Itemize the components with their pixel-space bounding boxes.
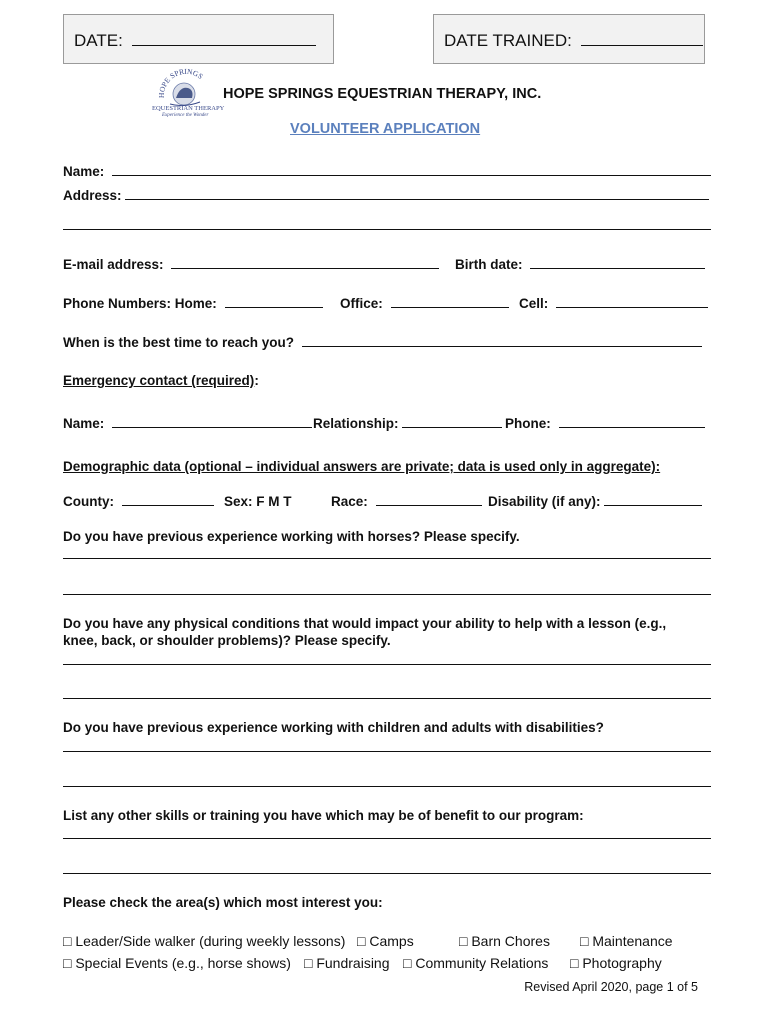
date-trained-field[interactable]: [581, 31, 703, 46]
footer-revision: Revised April 2020, page 1 of 5: [524, 980, 698, 994]
form-title: VOLUNTEER APPLICATION: [290, 121, 481, 137]
address-label: Address:: [63, 188, 122, 203]
address-line-2[interactable]: [63, 229, 711, 230]
skills-answer-line-1[interactable]: [63, 838, 711, 839]
cell-phone-label: Cell:: [519, 296, 549, 311]
logo-line1: EQUESTRIAN THERAPY: [152, 105, 225, 112]
name-label: Name:: [63, 164, 105, 179]
physical-question-line-1: Do you have any physical conditions that would impact your ability to help with a lesson (e.g.,: [63, 616, 667, 631]
email-label: E-mail address:: [63, 257, 164, 272]
emergency-name-row: [63, 416, 312, 431]
date-trained-label: DATE TRAINED:: [444, 31, 572, 50]
skills-question: List any other skills or training you have which may be of benefit to our program:: [63, 808, 584, 823]
emergency-name-label: Name:: [63, 416, 105, 431]
emergency-phone-field[interactable]: [559, 416, 705, 428]
emergency-phone-label: Phone:: [505, 416, 551, 431]
race-label: Race:: [331, 494, 368, 509]
interest-option-special-events[interactable]: □ Special Events (e.g., horse shows): [63, 955, 291, 971]
skills-answer-line-2[interactable]: [63, 873, 711, 874]
interest-option-maintenance[interactable]: □ Maintenance: [580, 933, 673, 949]
county-row: [63, 494, 214, 509]
logo-line2: Experience the Wonder: [162, 113, 209, 118]
interest-option-leader[interactable]: □ Leader/Side walker (during weekly lessons): [63, 933, 346, 949]
name-row: [63, 164, 711, 179]
home-phone-field[interactable]: [225, 296, 323, 308]
best-time-field[interactable]: [302, 335, 702, 347]
interest-option-barn-chores[interactable]: □ Barn Chores: [459, 933, 550, 949]
disabilities-answer-line-2[interactable]: [63, 786, 711, 787]
organization-logo: [150, 64, 225, 122]
disabilities-question: Do you have previous experience working with children and adults with disabilities?: [63, 720, 604, 735]
emergency-heading-colon: :: [254, 373, 259, 388]
best-time-row: [63, 335, 702, 350]
sex-options[interactable]: Sex: F M T: [224, 494, 292, 509]
emergency-heading-text: Emergency contact (required): [63, 373, 255, 388]
disability-label: Disability (if any):: [488, 494, 601, 509]
date-label: DATE:: [74, 31, 123, 50]
relationship-row: [313, 416, 502, 431]
relationship-field[interactable]: [402, 416, 502, 428]
horses-question: Do you have previous experience working with horses? Please specify.: [63, 529, 520, 544]
email-field[interactable]: [171, 257, 439, 269]
name-field[interactable]: [112, 164, 711, 176]
race-row: [331, 494, 482, 509]
emergency-heading: [63, 373, 259, 388]
horses-answer-line-1[interactable]: [63, 558, 711, 559]
emergency-name-field[interactable]: [112, 416, 312, 428]
best-time-label: When is the best time to reach you?: [63, 335, 295, 350]
horses-answer-line-2[interactable]: [63, 594, 711, 595]
date-field[interactable]: [132, 31, 316, 46]
relationship-label: Relationship:: [313, 416, 399, 431]
home-phone-row: [63, 296, 323, 311]
office-phone-field[interactable]: [391, 296, 509, 308]
disabilities-answer-line-1[interactable]: [63, 751, 711, 752]
interest-option-community-relations[interactable]: □ Community Relations: [403, 955, 549, 971]
sex-row[interactable]: [224, 494, 292, 509]
birth-date-row: [455, 257, 705, 272]
office-phone-row: [340, 296, 509, 311]
disability-field[interactable]: [604, 494, 702, 506]
logo-arc-text: HOPE SPRINGS: [156, 66, 205, 99]
interest-option-fundraising[interactable]: □ Fundraising: [304, 955, 390, 971]
county-field[interactable]: [122, 494, 214, 506]
interest-question: Please check the area(s) which most interest you:: [63, 895, 383, 910]
physical-answer-line-2[interactable]: [63, 698, 711, 699]
birth-date-field[interactable]: [530, 257, 705, 269]
disability-row: [488, 494, 702, 509]
email-row: [63, 257, 439, 272]
cell-phone-row: [519, 296, 708, 311]
county-label: County:: [63, 494, 114, 509]
physical-answer-line-1[interactable]: [63, 664, 711, 665]
date-trained-box: [433, 14, 705, 64]
emergency-phone-row: [505, 416, 705, 431]
office-phone-label: Office:: [340, 296, 383, 311]
demographic-heading: Demographic data (optional – individual answers are private; data is used only in aggregate):: [63, 459, 661, 474]
interest-option-photography[interactable]: □ Photography: [570, 955, 662, 971]
physical-question-line-2: knee, back, or shoulder problems)? Please specify.: [63, 633, 391, 648]
home-phone-label: Phone Numbers: Home:: [63, 296, 217, 311]
birth-date-label: Birth date:: [455, 257, 523, 272]
interest-option-camps[interactable]: □ Camps: [357, 933, 414, 949]
address-row: [63, 188, 709, 203]
address-field[interactable]: [125, 188, 709, 200]
race-field[interactable]: [376, 494, 482, 506]
cell-phone-field[interactable]: [556, 296, 708, 308]
organization-name: HOPE SPRINGS EQUESTRIAN THERAPY, INC.: [223, 86, 542, 102]
date-box: [63, 14, 334, 64]
